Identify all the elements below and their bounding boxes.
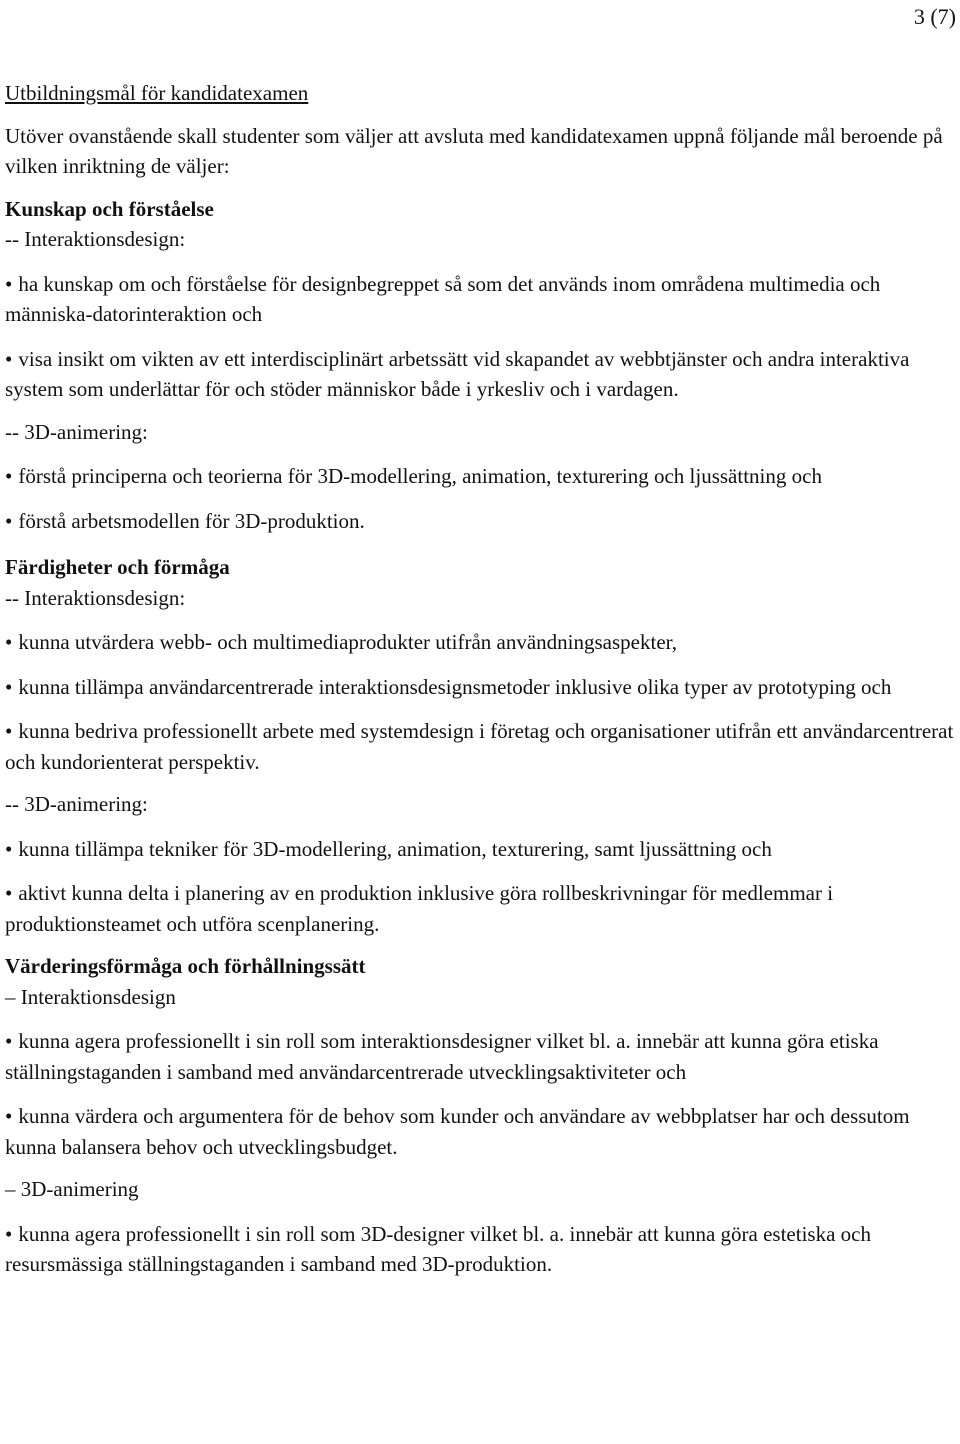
intro-paragraph: Utöver ovanstående skall studenter som väljer att avsluta med kandidatexamen uppnå följande mål beroende på vilken inriktning de väljer: [5, 123, 943, 178]
document-body [5, 78, 955, 1294]
bullet-icon: • [5, 464, 13, 488]
section-heading: Värderingsförmåga och förhållningssätt [5, 954, 366, 978]
bullet-text: kunna tillämpa användarcentrerade interaktionsdesignsmetoder inklusive olika typer av prototyping och [18, 674, 892, 699]
bullet-item [5, 1026, 955, 1087]
group-label: – 3D-animering [5, 1177, 139, 1201]
group-label: – Interaktionsdesign [5, 984, 176, 1009]
bullet-icon: • [5, 836, 13, 861]
group-label: -- 3D-animering: [5, 419, 148, 444]
page-number: 3 (7) [913, 4, 956, 29]
document-title: Utbildningsmål för kandidatexamen [5, 81, 309, 105]
group-label: -- 3D-animering: [5, 792, 148, 816]
section-vardering [5, 951, 955, 1280]
section-fardigheter [5, 552, 955, 939]
bullet-item [5, 878, 955, 939]
bullet-icon: • [5, 630, 13, 654]
bullet-icon: • [5, 881, 13, 905]
bullet-text: kunna utvärdera webb- och multimediaprodukter utifrån användningsaspekter, [18, 630, 678, 654]
bullet-item [5, 672, 955, 703]
bullet-text: kunna bedriva professionellt arbete med systemdesign i företag och organisationer utifrån ett användarcentrerat och kundorienterat perspektiv. [5, 719, 954, 774]
bullet-icon: • [5, 1029, 13, 1053]
bullet-item [5, 627, 955, 658]
bullet-text: förstå arbetsmodellen för 3D-produktion. [18, 508, 365, 533]
bullet-text: kunna värdera och argumentera för de behov som kunder och användare av webbplatser har och dessutom kunna balansera behov och utvecklingsbudget. [5, 1104, 910, 1159]
group-label: -- Interaktionsdesign: [5, 585, 186, 610]
section-heading: Färdigheter och förmåga [5, 555, 230, 579]
bullet-item [5, 834, 955, 865]
bullet-item [5, 269, 955, 330]
section-kunskap [5, 194, 955, 537]
bullet-text: aktivt kunna delta i planering av en produktion inklusive göra rollbeskrivningar för medlemmar i produktionsteamet och utföra scenplanering. [5, 881, 834, 936]
bullet-item [5, 1219, 955, 1280]
bullet-text: kunna agera professionellt i sin roll som 3D-designer vilket bl. a. innebär att kunna göra estetiska och resursmässiga ställningstaganden i samband med 3D-produktion. [5, 1221, 871, 1276]
bullet-text: visa insikt om vikten av ett interdisciplinärt arbetssätt vid skapandet av webbtjänster och andra interaktiva system som underlättar för och stöder människor både i yrkesliv och i vardagen. [5, 346, 910, 401]
bullet-icon: • [5, 674, 13, 699]
bullet-icon: • [5, 271, 13, 296]
bullet-icon: • [5, 508, 13, 533]
bullet-item [5, 344, 955, 405]
bullet-icon: • [5, 1104, 13, 1128]
section-heading: Kunskap och förståelse [5, 196, 214, 221]
bullet-icon: • [5, 346, 13, 371]
bullet-item [5, 1101, 955, 1162]
bullet-item [5, 716, 955, 777]
bullet-item [5, 461, 955, 492]
bullet-icon: • [5, 719, 13, 743]
bullet-text: kunna agera professionellt i sin roll som interaktionsdesigner vilket bl. a. innebär att kunna göra etiska ställningstaganden i samband med användarcentrerade utvecklingsaktiviteter och [5, 1029, 879, 1084]
bullet-icon: • [5, 1221, 13, 1246]
bullet-text: ha kunskap om och förståelse för designbegreppet så som det används inom områdena multimedia och människa-datorinteraktion och [5, 271, 881, 326]
group-label: -- Interaktionsdesign: [5, 227, 186, 251]
bullet-text: förstå principerna och teorierna för 3D-modellering, animation, texturering och ljussättning och [18, 464, 822, 488]
bullet-item [5, 506, 955, 537]
bullet-text: kunna tillämpa tekniker för 3D-modellering, animation, texturering, samt ljussättning och [18, 836, 772, 861]
